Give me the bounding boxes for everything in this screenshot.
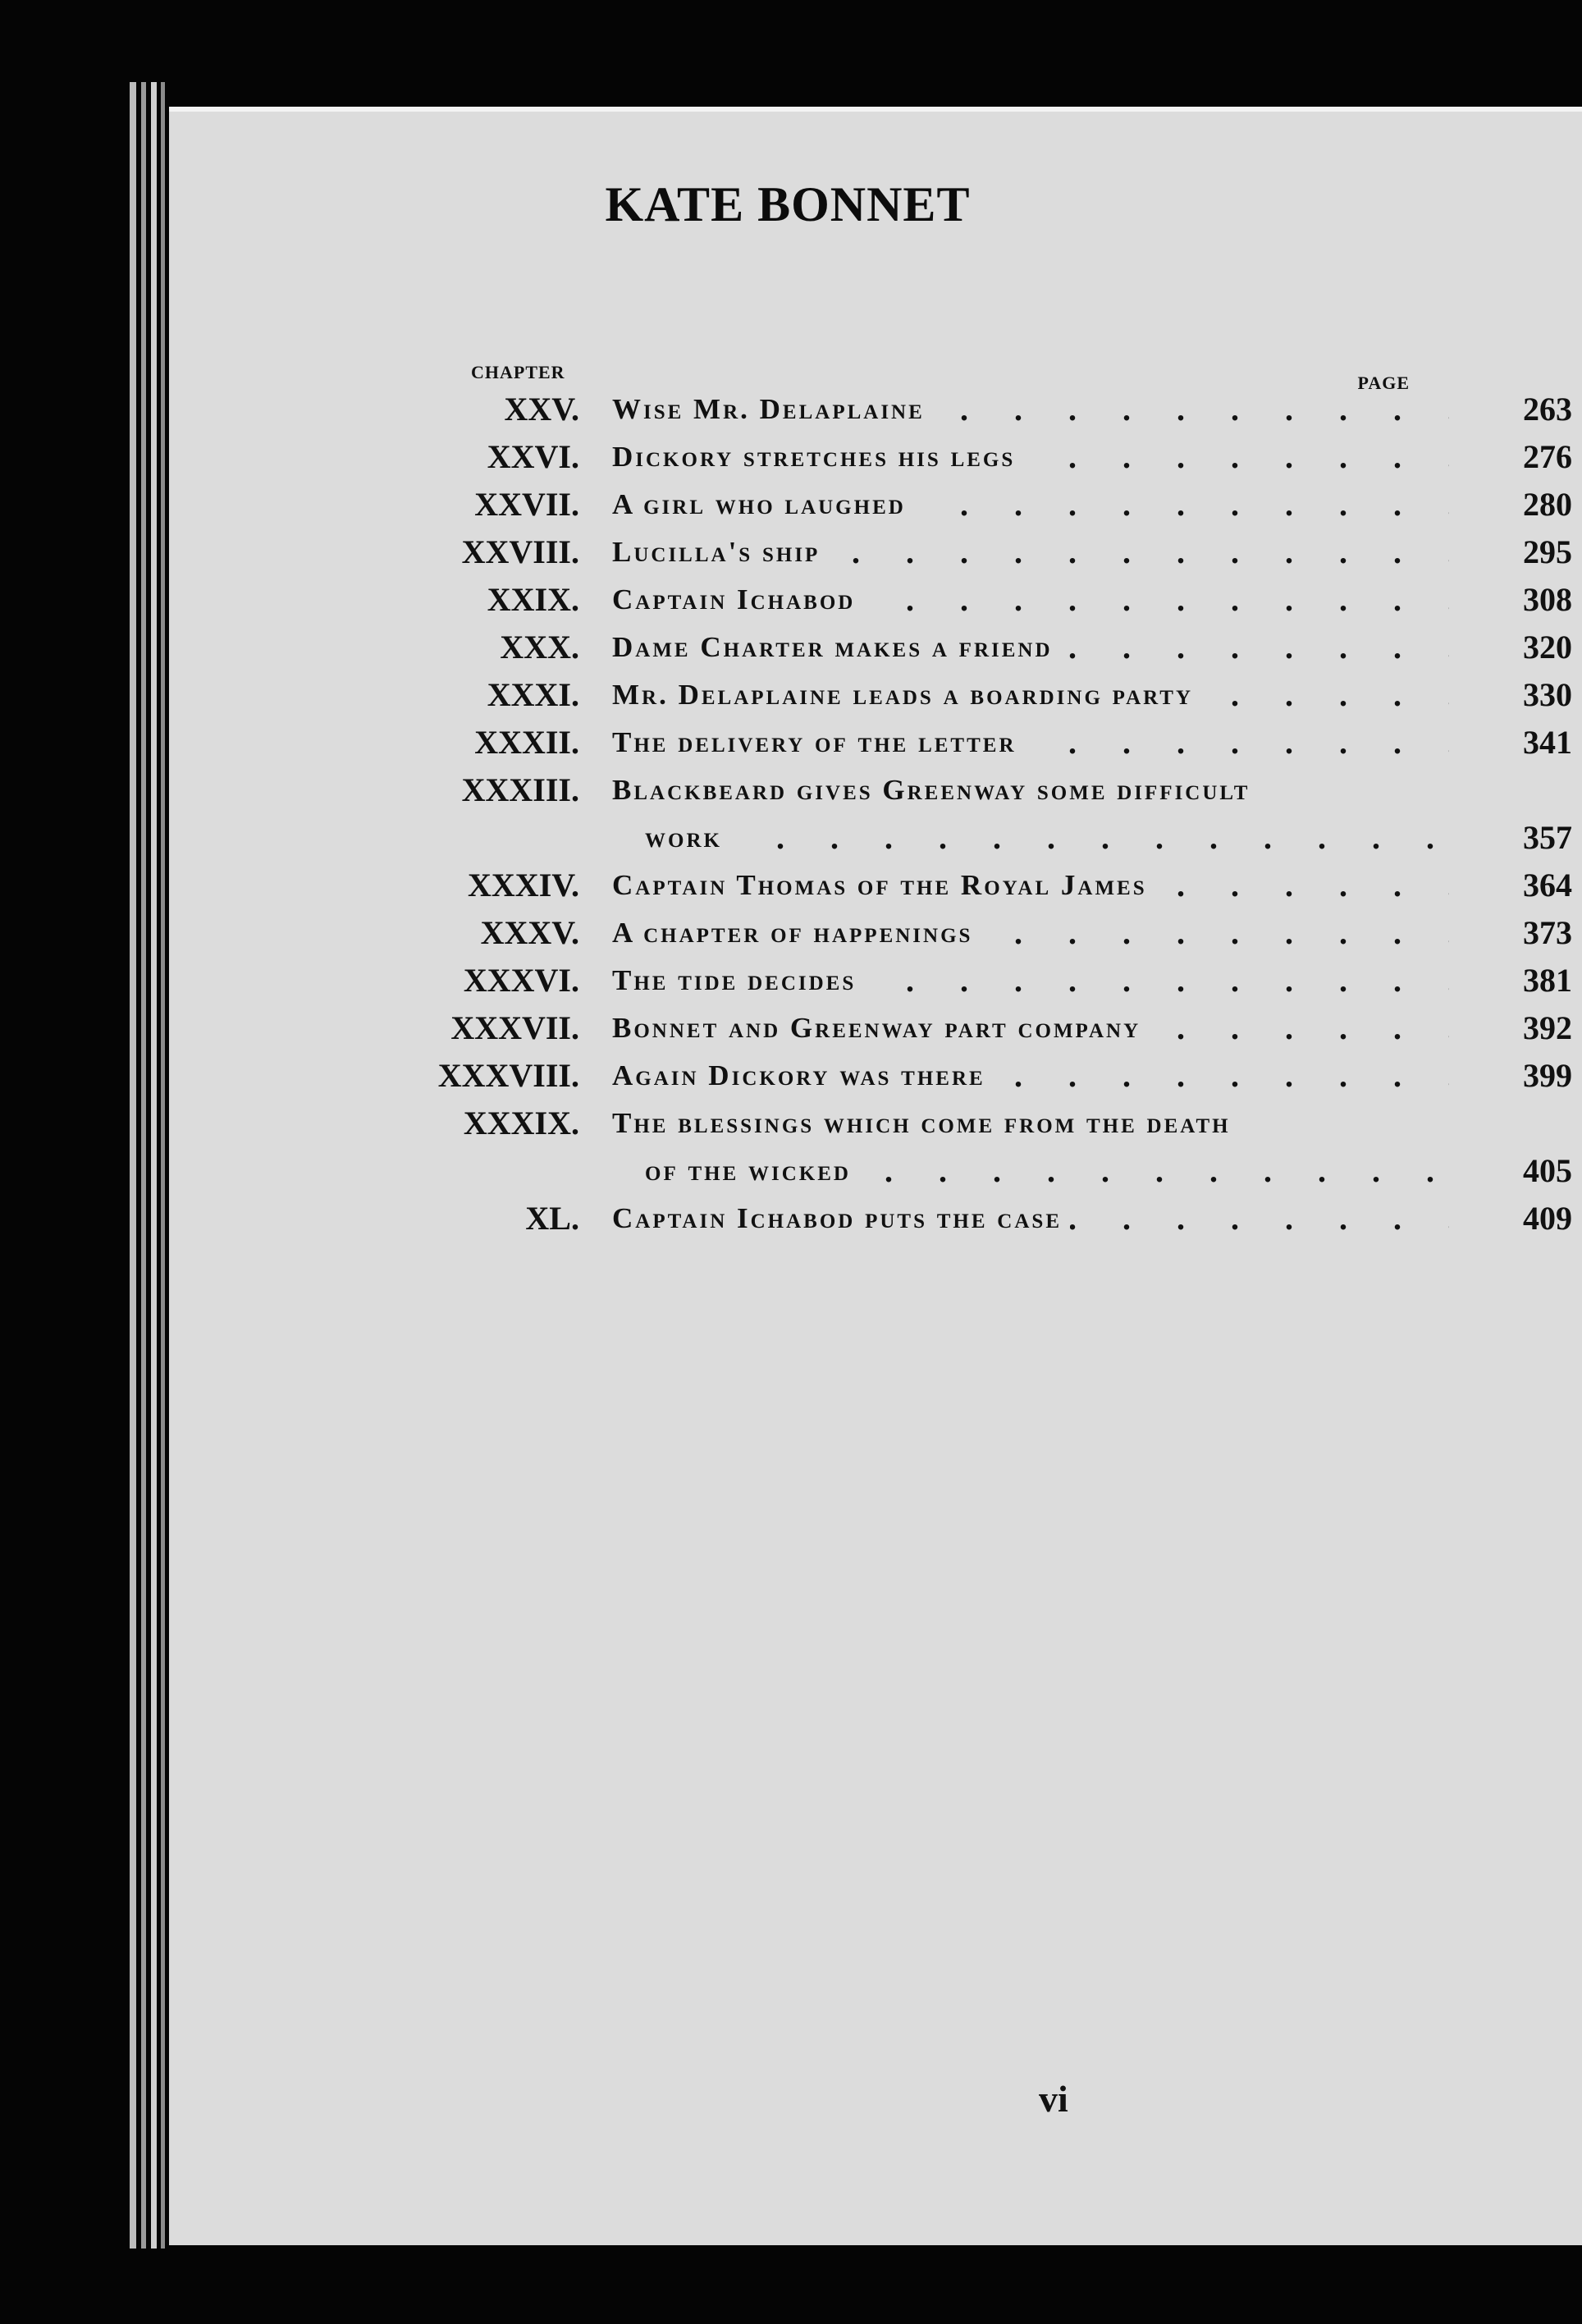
page-number: 280 (1523, 486, 1572, 523)
chapter-title: Again Dickory was there . . (612, 1052, 1449, 1100)
book-edge (141, 82, 146, 2249)
page-number: 405 (1523, 1152, 1572, 1189)
toc-row (169, 1195, 1582, 1242)
chapter-title: work . . (645, 814, 1449, 862)
toc-row (169, 957, 1582, 1004)
chapter-title: The blessings which come from the death (612, 1100, 1449, 1147)
chapter-title: Lucilla's ship . . (612, 528, 1449, 576)
page-number: 295 (1523, 533, 1572, 570)
chapter-title: Blackbeard gives Greenway some difficult (612, 766, 1449, 814)
chapter-number: XXVI. (487, 438, 579, 475)
chapter-number: XXXIII. (461, 771, 579, 808)
page-number: 357 (1523, 819, 1572, 856)
chapter-number: XXXV. (480, 914, 579, 951)
chapter-number: XXXI. (487, 676, 579, 713)
chapter-number: XXXIX. (463, 1105, 579, 1141)
chapter-title: A girl who laughed . . (612, 481, 1449, 528)
toc-row (169, 1147, 1582, 1195)
toc-row (169, 624, 1582, 671)
page-number: 330 (1523, 676, 1572, 713)
book-edge (130, 82, 136, 2249)
chapter-number: XXVIII. (461, 533, 579, 570)
page-number: 381 (1523, 962, 1572, 999)
book-edge (161, 82, 165, 2249)
page-number: 399 (1523, 1057, 1572, 1094)
book-title: KATE BONNET (605, 177, 971, 231)
chapter-title: Mr. Delaplaine leads a boarding party . . (612, 671, 1449, 719)
chapter-column-label: CHAPTER (471, 362, 565, 382)
chapter-title: A chapter of happenings . . (612, 909, 1449, 957)
toc-row (169, 671, 1582, 719)
toc-row (169, 1004, 1582, 1052)
chapter-title: Dame Charter makes a friend . . (612, 624, 1449, 671)
book-edge (151, 82, 157, 2249)
chapter-title: Captain Ichabod puts the case . . (612, 1195, 1449, 1242)
toc-row (169, 814, 1582, 862)
chapter-number: XXXVII. (450, 1009, 579, 1046)
toc-row (169, 1052, 1582, 1100)
toc-row (169, 481, 1582, 528)
chapter-title: of the wicked . . (645, 1147, 1449, 1195)
chapter-number: XXXII. (474, 724, 579, 761)
page-number: 308 (1523, 581, 1572, 618)
toc-row (169, 576, 1582, 624)
chapter-number: XXX. (500, 629, 579, 666)
chapter-number: XXXIV. (468, 867, 579, 904)
page-column-label: PAGE (1357, 373, 1410, 393)
toc-row (169, 862, 1582, 909)
page-number: 409 (1523, 1200, 1572, 1237)
chapter-title: Wise Mr. Delaplaine . . (612, 386, 1449, 433)
page-number: 364 (1523, 867, 1572, 904)
toc-row (169, 386, 1582, 433)
toc-row (169, 766, 1582, 814)
toc-row (169, 433, 1582, 481)
chapter-number: XXXVI. (463, 962, 579, 999)
page-number: 392 (1523, 1009, 1572, 1046)
toc-row (169, 528, 1582, 576)
toc-row (169, 1100, 1582, 1147)
page-number: 263 (1523, 391, 1572, 428)
chapter-title: Captain Thomas of the Royal James . . (612, 862, 1449, 909)
chapter-number: XXV. (504, 391, 579, 428)
page-number: 341 (1523, 724, 1572, 761)
chapter-number: XL. (525, 1200, 579, 1237)
page-folio: vi (1039, 2078, 1068, 2120)
chapter-title: Dickory stretches his legs . . (612, 433, 1449, 481)
toc-row (169, 909, 1582, 957)
chapter-title: Captain Ichabod . . (612, 576, 1449, 624)
page-number: 276 (1523, 438, 1572, 475)
chapter-number: XXVII. (474, 486, 579, 523)
chapter-title: Bonnet and Greenway part company . . (612, 1004, 1449, 1052)
chapter-title: The tide decides . . (612, 957, 1449, 1004)
book-page (169, 107, 1582, 2245)
chapter-number: XXXVIII. (437, 1057, 579, 1094)
chapter-number: XXIX. (487, 581, 579, 618)
page-number: 320 (1523, 629, 1572, 666)
page-number: 373 (1523, 914, 1572, 951)
chapter-title: The delivery of the letter . . (612, 719, 1449, 766)
toc-row (169, 719, 1582, 766)
